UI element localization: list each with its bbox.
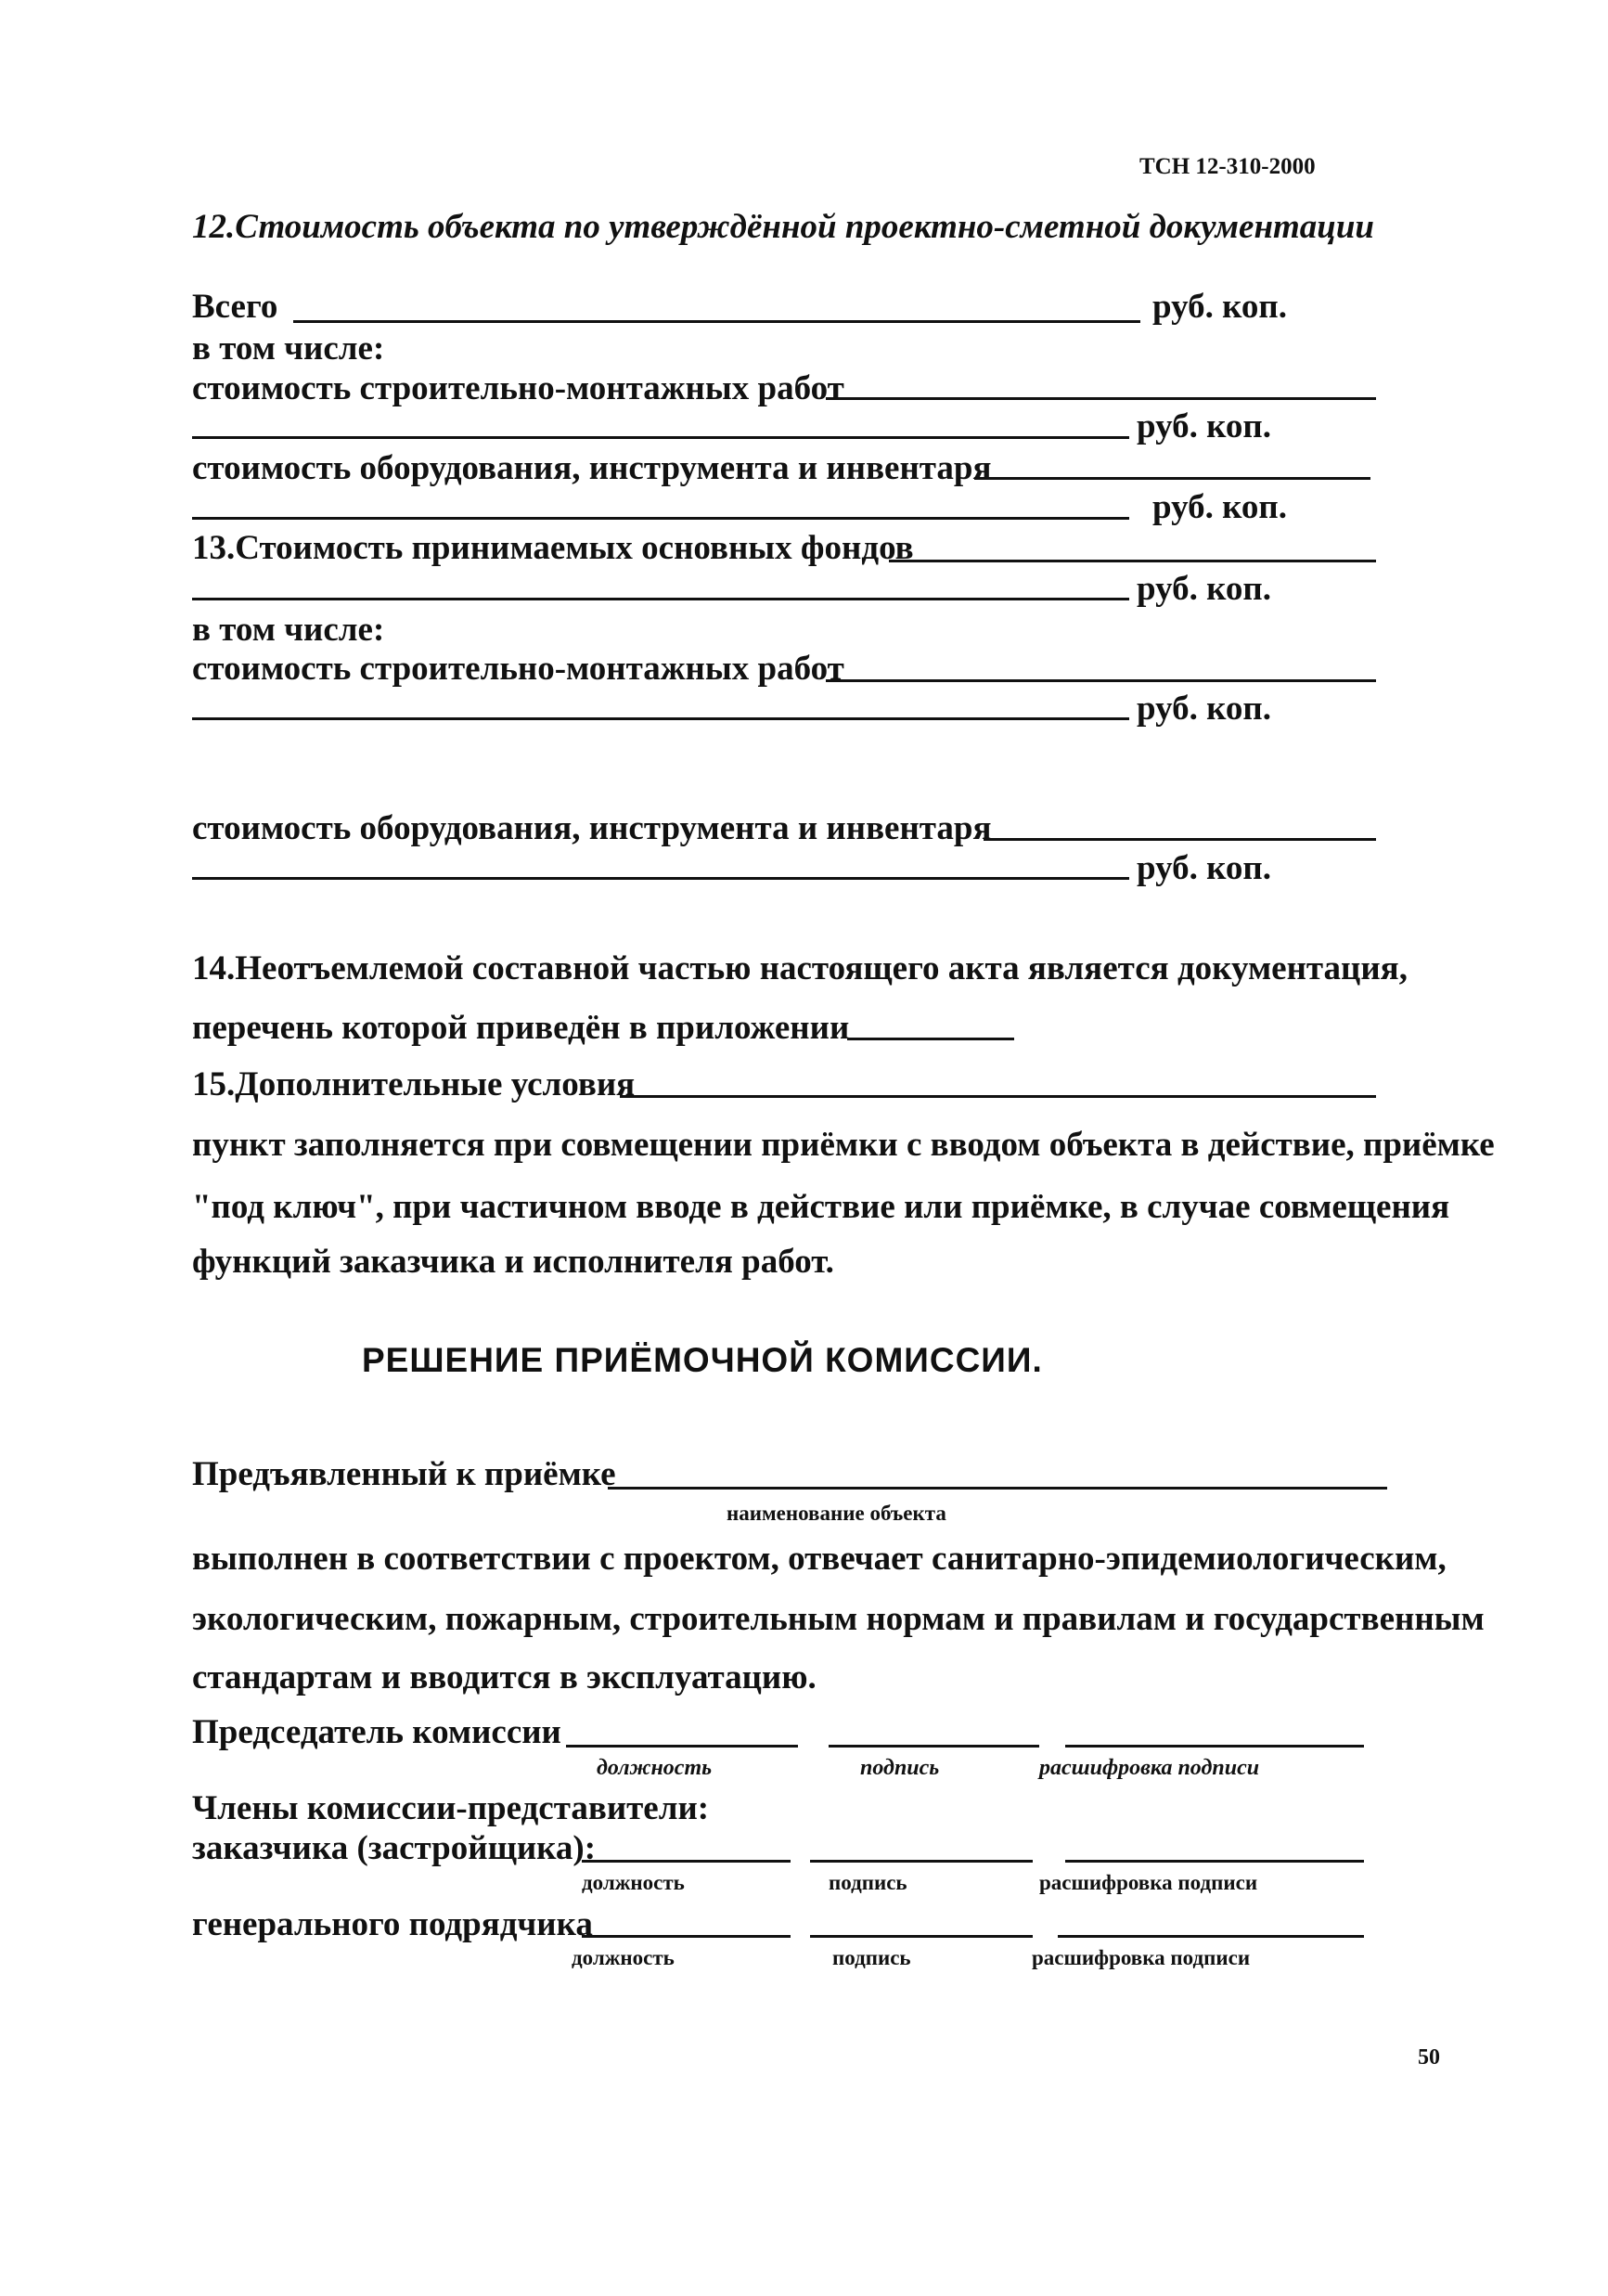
- item-13-equip-field-2[interactable]: [192, 877, 1129, 880]
- chairman-decoding-caption: расшифровка подписи: [1039, 1756, 1260, 1780]
- item-12-equip-field-1[interactable]: [974, 477, 1370, 480]
- decision-text-line-1: выполнен в соответствии с проектом, отвечает санитарно-эпидемиологическим,: [192, 1540, 1447, 1578]
- contractor-position-caption: должность: [572, 1946, 675, 1969]
- item-13-smr-label: стоимость строительно-монтажных работ: [192, 650, 844, 688]
- contractor-position-field[interactable]: [582, 1935, 791, 1938]
- object-name-caption: наименование объекта: [727, 1502, 946, 1525]
- item-13-unit: руб. коп.: [1137, 570, 1272, 608]
- contractor-decoding-caption: расшифровка подписи: [1032, 1946, 1251, 1969]
- decision-text-line-2: экологическим, пожарным, строительным нормам и правилам и государственным: [192, 1600, 1485, 1638]
- chairman-position-caption: должность: [597, 1756, 713, 1780]
- decision-title: РЕШЕНИЕ ПРИЁМОЧНОЙ КОМИССИИ.: [362, 1341, 1043, 1379]
- item-13-smr-field-1[interactable]: [826, 679, 1376, 682]
- chairman-decoding-field[interactable]: [1065, 1745, 1364, 1748]
- chairman-label: Председатель комиссии: [192, 1713, 561, 1751]
- document-code: ТСН 12-310-2000: [1139, 154, 1316, 179]
- item-13-smr-field-2[interactable]: [192, 717, 1129, 720]
- item-14-line-1: 14.Неотъемлемой составной частью настоящего акта является документация,: [192, 949, 1408, 987]
- members-label: Члены комиссии-представители:: [192, 1789, 710, 1827]
- item-13-equip-field-1[interactable]: [984, 838, 1376, 841]
- customer-label: заказчика (застройщика):: [192, 1829, 597, 1867]
- item-14-appendix-field[interactable]: [847, 1038, 1014, 1040]
- item-13-field-1[interactable]: [889, 560, 1376, 562]
- customer-decoding-field[interactable]: [1065, 1860, 1364, 1863]
- item-12-equip-field-2[interactable]: [192, 517, 1129, 520]
- contractor-decoding-field[interactable]: [1058, 1935, 1364, 1938]
- customer-decoding-caption: расшифровка подписи: [1039, 1871, 1258, 1894]
- decision-text-line-3: стандартам и вводится в эксплуатацию.: [192, 1658, 817, 1696]
- presented-label: Предъявленный к приёмке: [192, 1455, 616, 1493]
- item-13-including: в том числе:: [192, 611, 385, 649]
- contractor-label: генерального подрядчика: [192, 1905, 593, 1943]
- item-12-smr-unit: руб. коп.: [1137, 407, 1272, 445]
- item-15-note-line-2: "под ключ", при частичном вводе в действие или приёмке, в случае совмещения: [192, 1188, 1450, 1226]
- item-12-equip-label: стоимость оборудования, инструмента и инвентаря: [192, 449, 992, 487]
- chairman-signature-caption: подпись: [860, 1756, 940, 1780]
- item-13-smr-unit: руб. коп.: [1137, 690, 1272, 728]
- item-15-note-line-3: функций заказчика и исполнителя работ.: [192, 1243, 834, 1281]
- customer-signature-caption: подпись: [829, 1871, 907, 1894]
- customer-position-field[interactable]: [582, 1860, 791, 1863]
- item-15-note-line-1: пункт заполняется при совмещении приёмки с вводом объекта в действие, приёмке: [192, 1126, 1495, 1164]
- customer-signature-field[interactable]: [810, 1860, 1033, 1863]
- chairman-signature-field[interactable]: [829, 1745, 1039, 1748]
- contractor-signature-field[interactable]: [810, 1935, 1033, 1938]
- item-12-equip-unit: руб. коп.: [1152, 488, 1288, 526]
- item-12-smr-label: стоимость строительно-монтажных работ: [192, 369, 844, 407]
- item-12-smr-field-2[interactable]: [192, 436, 1129, 439]
- item-15-conditions-field[interactable]: [620, 1095, 1376, 1098]
- item-12-total-field[interactable]: [293, 320, 1140, 323]
- item-12-total-unit: руб. коп.: [1152, 288, 1288, 326]
- item-13-equip-label: стоимость оборудования, инструмента и инвентаря: [192, 809, 992, 847]
- object-name-field[interactable]: [608, 1487, 1387, 1490]
- item-15-label: 15.Дополнительные условия: [192, 1065, 636, 1103]
- item-12-smr-field-1[interactable]: [826, 397, 1376, 400]
- item-12-total-label: Всего: [192, 288, 278, 326]
- chairman-position-field[interactable]: [566, 1745, 798, 1748]
- item-13-field-2[interactable]: [192, 598, 1129, 600]
- item-14-line-2: перечень которой приведён в приложении: [192, 1009, 850, 1047]
- customer-position-caption: должность: [582, 1871, 685, 1894]
- contractor-signature-caption: подпись: [832, 1946, 911, 1969]
- item-13-title: 13.Стоимость принимаемых основных фондов: [192, 529, 914, 567]
- item-12-including: в том числе:: [192, 329, 385, 368]
- item-12-title: 12.Стоимость объекта по утверждённой проектно-сметной документации: [192, 208, 1375, 246]
- page-number: 50: [1418, 2045, 1440, 2070]
- item-13-equip-unit: руб. коп.: [1137, 849, 1272, 887]
